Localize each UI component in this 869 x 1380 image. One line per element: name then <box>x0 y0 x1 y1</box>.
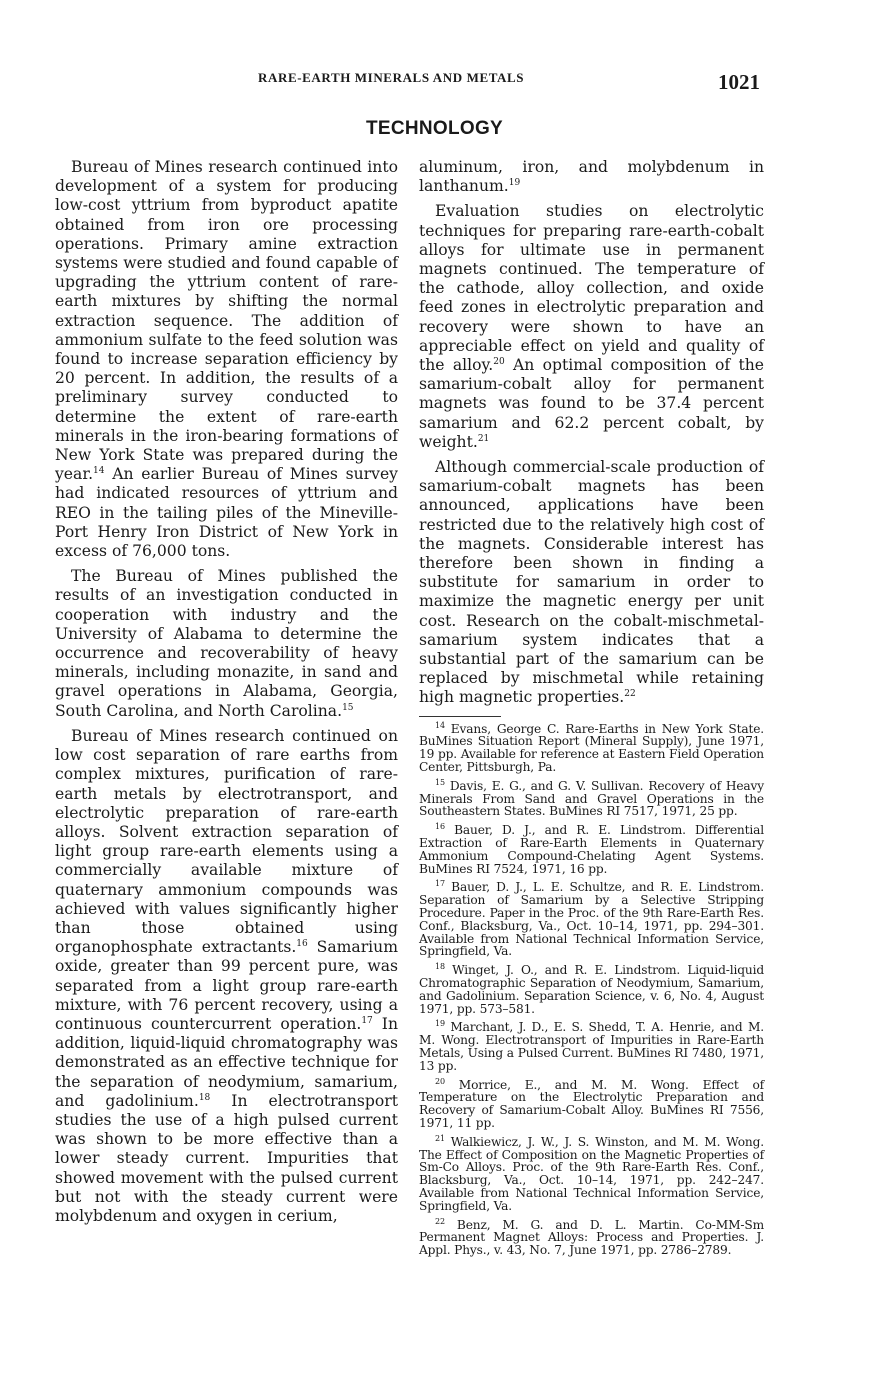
footnote-ref[interactable]: 17 <box>361 1015 373 1026</box>
page-number: 1021 <box>718 70 760 94</box>
footnote-ref[interactable]: 22 <box>624 689 636 700</box>
footnote-ref[interactable]: 14 <box>93 466 105 477</box>
paragraph-separation-research: Bureau of Mines research continued on low cost separation of rare earths from complex mixtures, purification of rare-earth metals by electrotransport, and electrolytic preparation of rare-earth alloys. Solvent extraction separation of light group rare-earth elements using a commercially available mixture of quaternary ammonium compounds was achieved with values significantly higher than those obtained using organophosphate extractants.$^{16}$ Samarium oxide, greater than 99 percent pure, was separated from a light group rare-earth mixture, with 76 percent recovery, using a continuous countercurrent operation.$^{17}$ In addition, liquid-liquid chromatography was demonstrated as an effective technique for the separation of neodymium, samarium, and gadolinium.$^{18}$ In electrotransport studies the use of a high pulsed current was shown to be more effective than a lower steady current. Impurities that showed movement with the pulsed current but not with the steady current were molybdenum and oxygen in cerium, <box>55 726 398 1225</box>
paragraph-continuation: aluminum, iron, and molybdenum in lanthanum.$^{19}$ <box>419 158 764 196</box>
footnote-ref[interactable]: 21 <box>477 433 490 444</box>
left-column <box>55 158 398 1232</box>
footnote-18: $^{18}$ Winget, J. O., and R. E. Lindstrom. Liquid-liquid Chromatographic Separation of Neodymium, Samarium, and Gadolinium. Separation Science, v. 6, No. 4, August 1971, pp. 573–581. <box>419 962 764 1016</box>
footnotes <box>419 720 765 1258</box>
footnote-ref[interactable]: 16 <box>296 938 308 949</box>
footnote-ref[interactable]: 18 <box>198 1092 211 1103</box>
footnote-ref[interactable]: 15 <box>342 702 354 713</box>
footnote-20: $^{20}$ Morrice, E., and M. M. Wong. Effect of Temperature on the Electrolytic Preparation and Recovery of Samarium-Cobalt Alloy. BuMines RI 7556, 1971, 11 pp. <box>419 1076 764 1130</box>
footnote-ref[interactable]: 20 <box>493 356 505 367</box>
running-head: RARE-EARTH MINERALS AND METALS <box>258 70 525 85</box>
paragraph-electrolytic-studies: Evaluation studies on electrolytic techniques for preparing rare-earth-cobalt alloys for ultimate use in permanent magnets continued. The temperature of the cathode, alloy collection, and oxide feed zones in electrolytic preparation and recovery were shown to have an appreciable effect on yield and quality of the alloy.$^{20}$ An optimal composition of the samarium-cobalt alloy for permanent magnets was found to be 37.4 percent samarium and 62.2 percent cobalt, by weight.$^{21}$ <box>419 202 764 451</box>
paragraph-samarium-cobalt-magnets: Although commercial-scale production of samarium-cobalt magnets has been announced, applications have been restricted due to the relatively high cost of the magnets. Considerable interest has therefore been shown in finding a substitute for samarium in order to maximize the magnetic energy per unit cost. Research on the cobalt-mischmetal-samarium system indicates that a substantial part of the samarium can be replaced by mischmetal while retaining high magnetic properties.$^{22}$ <box>419 458 764 707</box>
paragraph-heavy-minerals: The Bureau of Mines published the results of an investigation conducted in cooperation with industry and the University of Alabama to determine the occurrence and recoverability of heavy minerals, including monazite, in sand and gravel operations in Alabama, Georgia, South Carolina, and North Carolina.$^{15}$ <box>55 567 398 720</box>
footnote-17: $^{17}$ Bauer, D. J., L. E. Schultze, and R. E. Lindstrom. Separation of Samarium by a Selective Stripping Procedure. Paper in the Proc. of the 9th Rare-Earth Res. Conf., Blacksburg, Va., Oct. 10–14, 1971, pp. 294–301. Available from National Technical Information Service, Springfield, Va. <box>419 879 765 959</box>
right-column <box>419 158 764 1263</box>
footnote-19: $^{19}$ Marchant, J. D., E. S. Shedd, T. A. Henrie, and M. M. Wong. Electrotransport of Impurities in Rare-Earth Metals, Using a Pulsed Current. BuMines RI 7480, 1971, 13 pp. <box>419 1019 764 1073</box>
footnote-15: $^{15}$ Davis, E. G., and G. V. Sullivan. Recovery of Heavy Minerals From Sand and Gravel Operations in the Southeastern States. BuMines RI 7517, 1971, 25 pp. <box>419 777 764 819</box>
footnote-ref[interactable]: 19 <box>508 178 521 189</box>
footnote-14: $^{14}$ Evans, George C. Rare-Earths in New York State. BuMines Situation Report (Mineral Supply), June 1971, 19 pp. Available for reference at Eastern Field Operation Center, Pittsburgh, Pa. <box>419 720 764 775</box>
section-title: TECHNOLOGY <box>365 118 504 139</box>
footnote-16: $^{16}$ Bauer, D. J., and R. E. Lindstrom. Differential Extraction of Rare-Earth Elements in Quaternary Ammonium Compound-Chelating Agent Systems. BuMines RI 7524, 1971, 16 pp. <box>419 822 764 876</box>
footnote-22: $^{22}$ Benz, M. G. and D. L. Martin. Co-MM-Sm Permanent Magnet Alloys: Process and Properties. J. Appl. Phys., v. 43, No. 7, June 1971, pp. 2786–2789. <box>419 1216 764 1258</box>
footnote-21: $^{21}$ Walkiewicz, J. W., J. S. Winston, and M. M. Wong. The Effect of Composition on the Magnetic Properties of Sm-Co Alloys. Proc. of the 9th Rare-Earth Res. Conf., Blacksburg, Va., Oct. 10–14, 1971, pp. 242–247. Available from National Technical Information Service, Springfield, Va. <box>419 1133 764 1213</box>
footnote-rule <box>419 716 501 717</box>
paragraph-yttrium-research: Bureau of Mines research continued into development of a system for producing low-cost yttrium from byproduct apatite obtained from iron ore processing operations. Primary amine extraction systems were studied and found capable of upgrading the yttrium content of rare-earth mixtures by shifting the normal extraction sequence. The addition of ammonium sulfate to the feed solution was found to increase separation efficiency by 20 percent. In addition, the results of a preliminary survey conducted to determine the extent of rare-earth minerals in the iron-bearing formations of New York State was prepared during the year.$^{14}$ An earlier Bureau of Mines survey had indicated resources of yttrium and REO in the tailing piles of the Mineville-Port Henry Iron District of New York in excess of 76,000 tons. <box>55 158 398 561</box>
